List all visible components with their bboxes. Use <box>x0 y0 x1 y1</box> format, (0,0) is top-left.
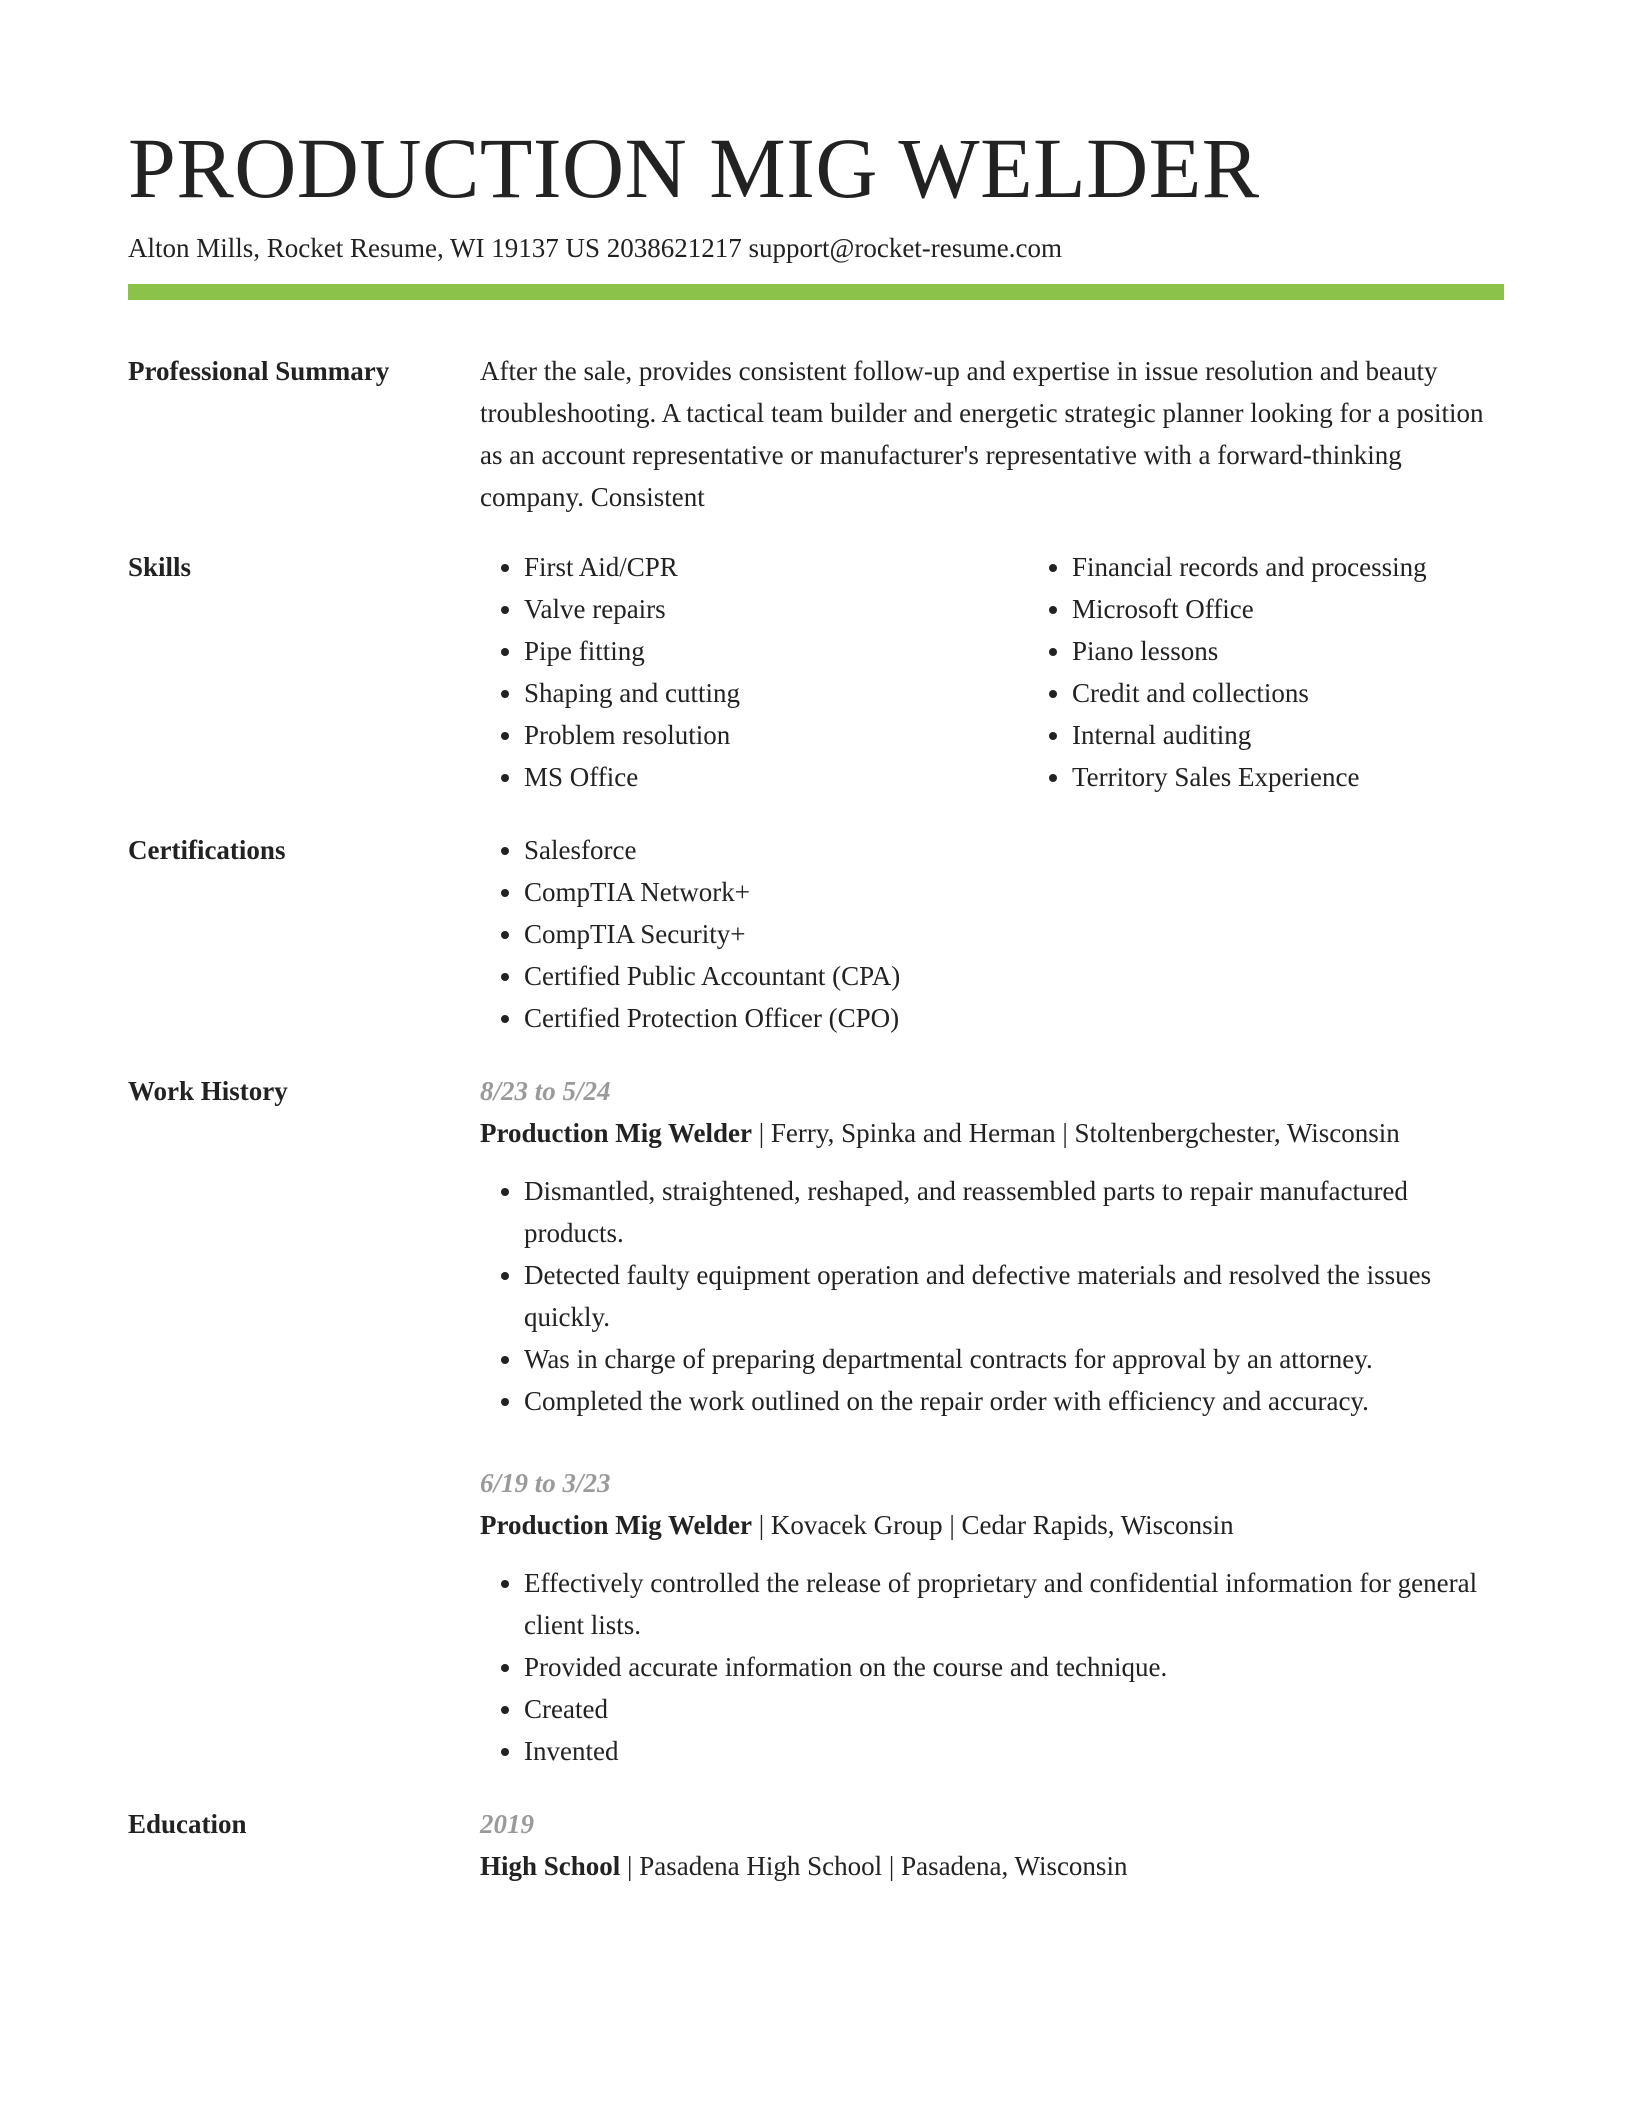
list-item: • Dismantled, straightened, reshaped, and reassembled parts to repair manufactured products. <box>524 1170 1504 1254</box>
resume-page <box>128 118 1504 1887</box>
work-history-body <box>480 1070 1504 1772</box>
skills-list-left <box>480 546 1028 798</box>
list-item: • Salesforce <box>524 829 1504 871</box>
section-title: Certifications <box>128 835 286 865</box>
skills-list-right <box>1028 546 1504 798</box>
work-history-section <box>128 1070 1504 1772</box>
list-item: • Certified Protection Officer (CPO) <box>524 997 1504 1039</box>
job-bullets <box>480 1562 1504 1772</box>
job-header <box>480 1504 1504 1546</box>
education-header <box>480 1845 1504 1887</box>
list-item: • First Aid/CPR <box>524 546 1028 588</box>
summary-text: After the sale, provides consistent follow-up and expertise in issue resolution and beauty troubleshooting. A tactical team builder and energetic strategic planner looking for a position as an account representative or manufacturer's representative with a forward-thinking company. Consistent <box>480 356 1484 512</box>
certifications-body <box>480 829 1504 1039</box>
education-degree: High School <box>480 1851 621 1881</box>
job-header <box>480 1112 1504 1154</box>
section-title: Professional Summary <box>128 356 390 386</box>
job-role: Production Mig Welder <box>480 1118 752 1148</box>
list-item: • Created <box>524 1688 1504 1730</box>
job-details: | Kovacek Group | Cedar Rapids, Wisconsin <box>752 1510 1234 1540</box>
section-title: Skills <box>128 552 192 582</box>
certifications-section <box>128 829 1504 1039</box>
list-item: • Piano lessons <box>1072 630 1504 672</box>
list-item: • Territory Sales Experience <box>1072 756 1504 798</box>
list-item: • Credit and collections <box>1072 672 1504 714</box>
list-item: • Internal auditing <box>1072 714 1504 756</box>
job-dates: 8/23 to 5/24 <box>480 1076 611 1106</box>
certifications-list <box>480 829 1504 1039</box>
education-details: | Pasadena High School | Pasadena, Wisconsin <box>620 1851 1128 1881</box>
resume-name: PRODUCTION MIG WELDER <box>128 120 1260 216</box>
education-body <box>480 1803 1504 1887</box>
contact-line: Alton Mills, Rocket Resume, WI 19137 US 2038621217 support@rocket-resume.com <box>128 233 1063 263</box>
list-item: • MS Office <box>524 756 1028 798</box>
job-bullets <box>480 1170 1504 1422</box>
list-item: • CompTIA Network+ <box>524 871 1504 913</box>
list-item: • Was in charge of preparing departmental contracts for approval by an attorney. <box>524 1338 1504 1380</box>
list-item: • Provided accurate information on the course and technique. <box>524 1646 1504 1688</box>
job-details: | Ferry, Spinka and Herman | Stoltenbergchester, Wisconsin <box>752 1118 1400 1148</box>
skills-columns <box>480 546 1504 798</box>
list-item: • Completed the work outlined on the repair order with efficiency and accuracy. <box>524 1380 1504 1422</box>
list-item: • CompTIA Security+ <box>524 913 1504 955</box>
job-dates: 6/19 to 3/23 <box>480 1468 611 1498</box>
list-item: • Microsoft Office <box>1072 588 1504 630</box>
list-item: • Shaping and cutting <box>524 672 1028 714</box>
list-item: • Certified Public Accountant (CPA) <box>524 955 1504 997</box>
list-item: • Detected faulty equipment operation and defective materials and resolved the issues quickly. <box>524 1254 1504 1338</box>
job-entry <box>480 1462 1504 1772</box>
section-title: Work History <box>128 1076 288 1106</box>
job-role: Production Mig Welder <box>480 1510 752 1540</box>
education-date: 2019 <box>480 1809 534 1839</box>
header-divider <box>128 284 1504 300</box>
list-item: • Problem resolution <box>524 714 1028 756</box>
list-item: • Pipe fitting <box>524 630 1028 672</box>
education-section <box>128 1803 1504 1887</box>
summary-section <box>128 350 1504 518</box>
list-item: • Valve repairs <box>524 588 1028 630</box>
section-title: Education <box>128 1809 247 1839</box>
job-entry <box>480 1070 1504 1422</box>
list-item: • Effectively controlled the release of proprietary and confidential information for general client lists. <box>524 1562 1504 1646</box>
skills-section <box>128 546 1504 798</box>
list-item: • Financial records and processing <box>1072 546 1504 588</box>
list-item: • Invented <box>524 1730 1504 1772</box>
